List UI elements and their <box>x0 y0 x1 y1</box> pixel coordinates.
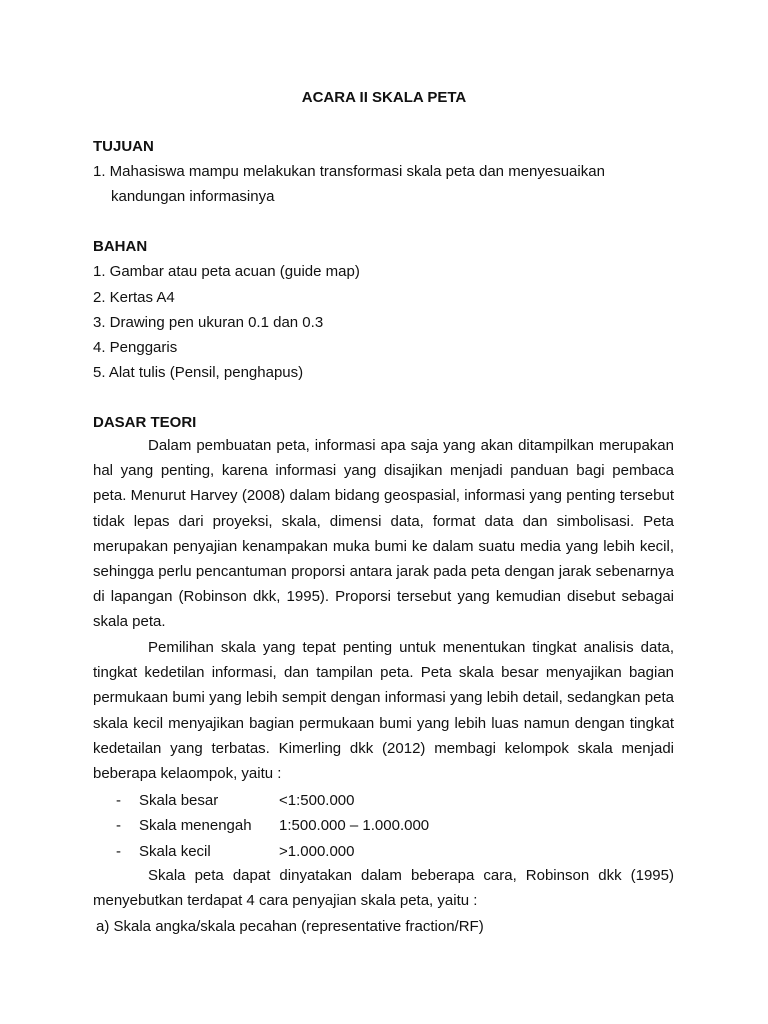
scale-value: >1.000.000 <box>279 843 355 860</box>
tujuan-item-1-line-1: 1. Mahasiswa mampu melakukan transformasi skala peta dan menyesuaikan <box>93 163 605 180</box>
bullet-dash: - <box>116 843 121 860</box>
bahan-item-3: 3. Drawing pen ukuran 0.1 dan 0.3 <box>93 314 324 331</box>
paragraph-3: Skala peta dapat dinyatakan dalam beberapa cara, Robinson dkk (1995) menyebutkan terdapat 4 cara penyajian skala peta, yaitu : <box>93 867 674 910</box>
bahan-item-4: 4. Penggaris <box>93 339 178 356</box>
heading-bahan: BAHAN <box>93 238 148 255</box>
scale-value: 1:500.000 – 1.000.000 <box>279 817 430 834</box>
scale-label: Skala besar <box>139 792 219 809</box>
bahan-item-1: 1. Gambar atau peta acuan (guide map) <box>93 263 360 280</box>
paragraph-1: Dalam pembuatan peta, informasi apa saja yang akan ditampilkan merupakan hal yang penting, karena informasi yang disajikan menjadi panduan bagi pembaca peta. Menurut Harvey (2008) dalam bidang geospasial, informasi yang penting tersebut tidak lepas dari proyeksi, skala, dimensi data, format data dan simbolisasi. Peta merupakan penyajian kenampakan muka bumi ke dalam suatu media yang lebih kecil, sehingga perlu pencantuman proporsi antara jarak pada peta dengan jarak sebenarnya di lapangan (Robinson dkk, 1995). Proporsi tersebut yang kemudian disebut sebagai skala peta. <box>93 437 674 631</box>
heading-tujuan: TUJUAN <box>93 138 154 155</box>
paragraph-2: Pemilihan skala yang tepat penting untuk menentukan tingkat analisis data, tingkat kedetilan informasi, dan tampilan peta. Peta skala besar menyajikan bagian permukaan bumi yang lebih sempit dengan informasi yang lebih detail, sedangkan peta skala kecil menyajikan bagian permukaan bumi yang lebih luas namun dengan tingkat kedetailan yang terbatas. Kimerling dkk (2012) membagi kelompok skala menjadi beberapa kelaompok, yaitu : <box>93 639 674 783</box>
scale-label: Skala menengah <box>139 817 252 834</box>
scale-value: <1:500.000 <box>279 792 355 809</box>
list-item-a: a) Skala angka/skala pecahan (representative fraction/RF) <box>96 918 484 935</box>
bahan-item-2: 2. Kertas A4 <box>93 289 175 306</box>
bullet-dash: - <box>116 792 121 809</box>
page-title: ACARA II SKALA PETA <box>301 89 467 106</box>
scale-label: Skala kecil <box>139 843 211 860</box>
bahan-item-5: 5. Alat tulis (Pensil, penghapus) <box>93 364 304 381</box>
bullet-dash: - <box>116 817 121 834</box>
tujuan-item-1-line-2: kandungan informasinya <box>111 188 275 205</box>
heading-dasar-teori: DASAR TEORI <box>93 414 197 431</box>
